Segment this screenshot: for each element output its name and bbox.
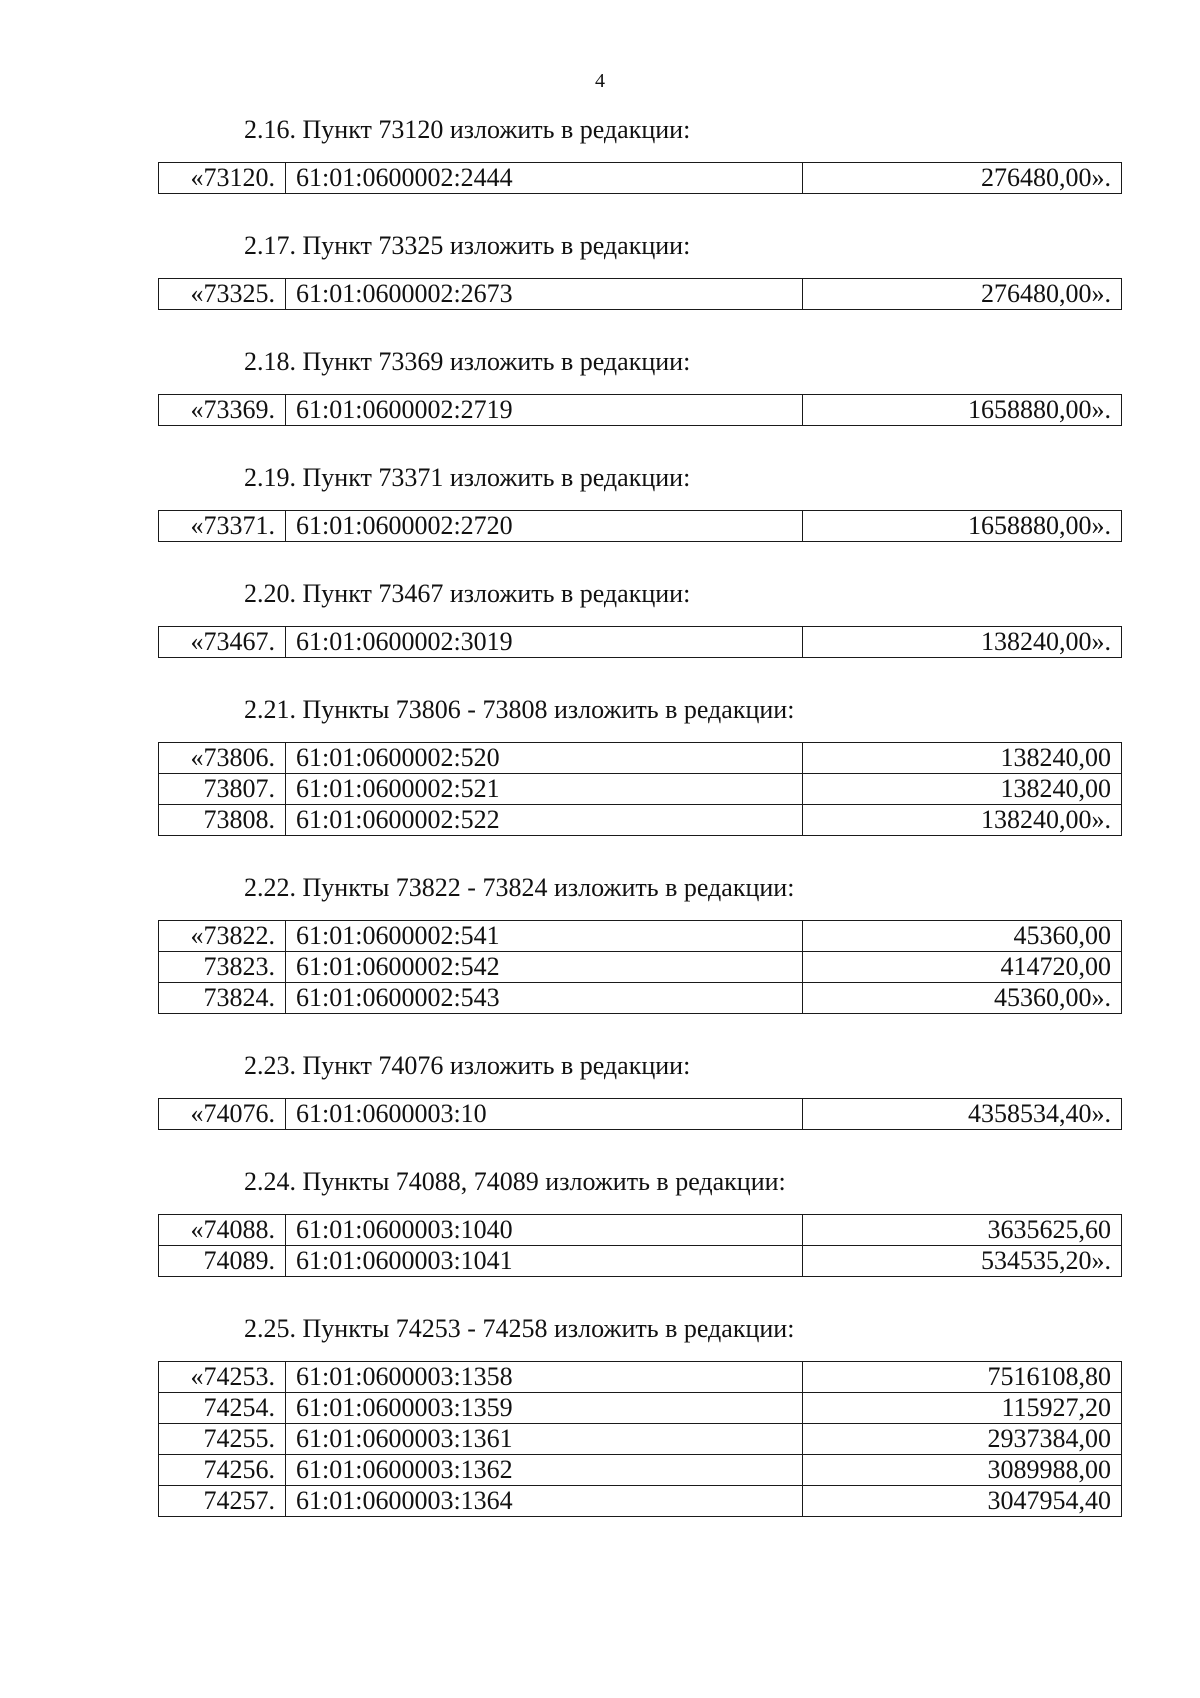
amendment-table [158,1098,1122,1130]
amount-value: 2937384,00 [803,1424,1122,1455]
amount-value: 7516108,80 [803,1362,1122,1393]
cadastral-number: 61:01:0600002:3019 [286,627,803,658]
table-row [159,163,1122,194]
amendment-table [158,510,1122,542]
amount-value: 414720,00 [803,952,1122,983]
amendment-section [158,1164,1122,1277]
table-row [159,983,1122,1014]
item-number: 73808. [159,805,286,836]
section-heading: 2.22. Пункты 73822 - 73824 изложить в редакции: [244,873,795,902]
amendment-section [158,460,1122,542]
item-number: 74254. [159,1393,286,1424]
amount-value: 3047954,40 [803,1486,1122,1517]
amendment-table [158,394,1122,426]
amendment-section [158,112,1122,194]
table-row [159,774,1122,805]
table-row [159,279,1122,310]
table-row [159,921,1122,952]
amendment-table [158,626,1122,658]
amount-value: 3635625,60 [803,1215,1122,1246]
cadastral-number: 61:01:0600002:543 [286,983,803,1014]
section-heading: 2.24. Пункты 74088, 74089 изложить в редакции: [244,1167,786,1196]
section-heading: 2.18. Пункт 73369 изложить в редакции: [244,347,691,376]
amount-value: 534535,20». [803,1246,1122,1277]
amendment-section [158,1048,1122,1130]
item-number: «74088. [159,1215,286,1246]
amendment-table [158,742,1122,836]
section-heading: 2.25. Пункты 74253 - 74258 изложить в редакции: [244,1314,795,1343]
amount-value: 45360,00». [803,983,1122,1014]
amount-value: 3089988,00 [803,1455,1122,1486]
section-heading: 2.16. Пункт 73120 изложить в редакции: [244,115,691,144]
cadastral-number: 61:01:0600002:2720 [286,511,803,542]
amendment-table [158,278,1122,310]
item-number: 73823. [159,952,286,983]
cadastral-number: 61:01:0600002:520 [286,743,803,774]
item-number: «74076. [159,1099,286,1130]
item-number: «73369. [159,395,286,426]
table-row [159,743,1122,774]
page-number: 4 [595,70,605,92]
amount-value: 138240,00 [803,743,1122,774]
amendment-table [158,920,1122,1014]
section-heading: 2.20. Пункт 73467 изложить в редакции: [244,579,691,608]
table-row [159,1424,1122,1455]
cadastral-number: 61:01:0600002:522 [286,805,803,836]
amendment-section [158,870,1122,1014]
table-row [159,511,1122,542]
amount-value: 115927,20 [803,1393,1122,1424]
cadastral-number: 61:01:0600003:1041 [286,1246,803,1277]
section-heading: 2.23. Пункт 74076 изложить в редакции: [244,1051,691,1080]
cadastral-number: 61:01:0600003:1358 [286,1362,803,1393]
item-number: «73822. [159,921,286,952]
item-number: 73824. [159,983,286,1014]
item-number: 74257. [159,1486,286,1517]
item-number: 74256. [159,1455,286,1486]
document-body [158,112,1122,1551]
amount-value: 1658880,00». [803,395,1122,426]
cadastral-number: 61:01:0600002:541 [286,921,803,952]
table-row [159,1246,1122,1277]
cadastral-number: 61:01:0600003:1361 [286,1424,803,1455]
amendment-section [158,1311,1122,1517]
item-number: 73807. [159,774,286,805]
cadastral-number: 61:01:0600002:2719 [286,395,803,426]
table-row [159,1455,1122,1486]
section-heading: 2.19. Пункт 73371 изложить в редакции: [244,463,691,492]
amendment-table [158,162,1122,194]
section-heading: 2.17. Пункт 73325 изложить в редакции: [244,231,691,260]
cadastral-number: 61:01:0600003:10 [286,1099,803,1130]
table-row [159,1099,1122,1130]
table-row [159,1215,1122,1246]
table-row [159,1486,1122,1517]
item-number: 74255. [159,1424,286,1455]
item-number: «73806. [159,743,286,774]
item-number: «73325. [159,279,286,310]
cadastral-number: 61:01:0600002:2673 [286,279,803,310]
cadastral-number: 61:01:0600003:1040 [286,1215,803,1246]
section-heading: 2.21. Пункты 73806 - 73808 изложить в редакции: [244,695,795,724]
amount-value: 138240,00 [803,774,1122,805]
amount-value: 138240,00». [803,805,1122,836]
table-row [159,952,1122,983]
table-row [159,1362,1122,1393]
cadastral-number: 61:01:0600002:521 [286,774,803,805]
amendment-table [158,1361,1122,1517]
table-row [159,1393,1122,1424]
amount-value: 45360,00 [803,921,1122,952]
amendment-section [158,344,1122,426]
amendment-section [158,228,1122,310]
amendment-section [158,692,1122,836]
amendment-section [158,576,1122,658]
item-number: «73371. [159,511,286,542]
cadastral-number: 61:01:0600003:1362 [286,1455,803,1486]
table-row [159,395,1122,426]
amendment-table [158,1214,1122,1277]
item-number: «73467. [159,627,286,658]
cadastral-number: 61:01:0600003:1364 [286,1486,803,1517]
item-number: «73120. [159,163,286,194]
amount-value: 276480,00». [803,279,1122,310]
cadastral-number: 61:01:0600003:1359 [286,1393,803,1424]
table-row [159,627,1122,658]
amount-value: 276480,00». [803,163,1122,194]
item-number: «74253. [159,1362,286,1393]
cadastral-number: 61:01:0600002:2444 [286,163,803,194]
amount-value: 4358534,40». [803,1099,1122,1130]
amount-value: 138240,00». [803,627,1122,658]
table-row [159,805,1122,836]
cadastral-number: 61:01:0600002:542 [286,952,803,983]
amount-value: 1658880,00». [803,511,1122,542]
item-number: 74089. [159,1246,286,1277]
